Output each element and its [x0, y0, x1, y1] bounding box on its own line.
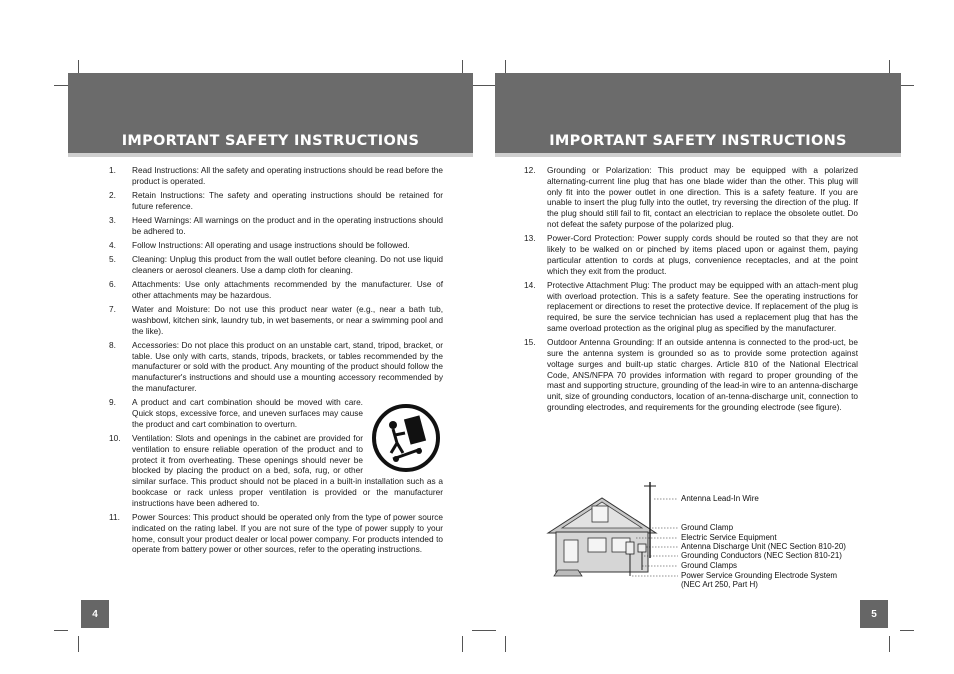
- header-rule: [68, 153, 473, 157]
- item-text: Heed Warnings: All warnings on the product and in the operating instructions should be adhered to.: [132, 214, 443, 236]
- list-item: [109, 397, 443, 429]
- item-number: 5.: [109, 254, 116, 265]
- item-text: Power-Cord Protection: Power supply cords should be routed so that they are not likely to be walked on or pinched by items placed upon or against them, paying particular attention to cords at plugs, convenience receptacles, and at the point which they exit from the product.: [547, 233, 858, 276]
- item-number: 9.: [109, 397, 116, 408]
- right-page-header: [495, 73, 901, 157]
- item-text: Accessories: Do not place this product on an unstable cart, stand, tripod, bracket, or table. Use only with carts, stands, tripods, brackets, or tables recommended by the manufacturer or sold with the product. Any mounting of the product should follow the manufacturer's instructions and should use a mounting accessory recommended by the manufacturer.: [132, 339, 443, 394]
- item-text: Retain Instructions: The safety and operating instructions should be retained for future reference.: [132, 189, 443, 211]
- crop-mark: [889, 636, 890, 652]
- item-text: Read Instructions: All the safety and operating instructions should be read before the product is operated.: [132, 165, 443, 186]
- header-rule: [495, 153, 901, 157]
- item-text: Outdoor Antenna Grounding: If an outside antenna is connected to the prod-uct, be sure the antenna system is grounded so as to provide some protection against voltage surges and built-up static charges. Article 810 of the National Electrical Code, ANS/NFPA 70 provides information with regard to proper grounding of the mast and supporting structure, grounding of the lead-in wire to an antenna-discharge unit, size of grounding conductors, location of an-tenna-discharge unit, connection to grounding electrodes, and requirements for the grounding electrode (see figure).: [547, 337, 858, 412]
- left-page-title: IMPORTANT SAFETY INSTRUCTIONS: [121, 133, 420, 149]
- item-number: 13.: [524, 233, 536, 244]
- item-number: 14.: [524, 279, 536, 290]
- figure-label: Power Service Grounding Electrode System: [681, 571, 838, 580]
- page-number-left: 4: [81, 600, 109, 628]
- crop-mark: [472, 85, 496, 86]
- item-text: Ventilation: Slots and openings in the cabinet are provided for ventilation to ensure reliable operation of the product and to protect it from overheating. These openings should never be blocked by placing the product on a bed, sofa, rug, or other similar surface. This product should not be placed in a built-in installation such as a bookcase or rack unless proper ventilation is provided or the manufacturer instructions have been adhered to.: [132, 433, 443, 508]
- item-number: 15.: [524, 337, 536, 348]
- list-item: [109, 254, 443, 276]
- list-item: [109, 215, 443, 237]
- house-antenna-grounding-figure: [540, 478, 860, 588]
- crop-mark: [54, 630, 68, 631]
- item-number: 6.: [109, 279, 116, 290]
- crop-mark: [900, 85, 914, 86]
- item-number: 7.: [109, 304, 116, 315]
- right-safety-list: [524, 165, 858, 416]
- figure-label: Ground Clamps: [681, 561, 738, 570]
- item-number: 2.: [109, 189, 116, 200]
- crop-mark: [462, 636, 463, 652]
- list-item: [109, 165, 443, 187]
- item-number: 12.: [524, 165, 536, 175]
- item-number: 1.: [109, 165, 116, 175]
- figure-label: Grounding Conductors (NEC Section 810-21): [681, 551, 842, 560]
- list-item: [109, 512, 443, 555]
- list-item: [109, 279, 443, 301]
- item-number: 11.: [109, 512, 120, 523]
- item-text: A product and cart combination should be moved with care. Quick stops, excessive force, and uneven surfaces may cause the product and cart combination to overturn.: [132, 397, 363, 429]
- left-page-header: [68, 73, 473, 157]
- crop-mark: [472, 630, 496, 631]
- item-text: Attachments: Use only attachments recommended by the manufacturer. Use of other attachments may be hazardous.: [132, 279, 443, 300]
- item-number: 10.: [109, 433, 121, 444]
- list-item: [109, 433, 443, 509]
- crop-mark: [900, 630, 914, 631]
- list-item: [524, 337, 858, 413]
- list-item: [109, 240, 443, 251]
- item-text: Grounding or Polarization: This product may be equipped with a polarized alternating-current line plug that has one blade wider than the other. This plug will only fit into the power outlet in one direction. This is a safety feature. If you are unable to insert the plug fully into the outlet, try reversing the direction of the plug. If the plug should still fail to fit, contact an electrician to replace the obsolete outlet. Do not defeat the safety purpose of the polarized plug.: [547, 165, 858, 229]
- figure-label: Antenna Lead-In Wire: [681, 494, 759, 503]
- figure-label: (NEC Art 250, Part H): [681, 580, 758, 589]
- item-number: 8.: [109, 339, 116, 350]
- right-page-title: IMPORTANT SAFETY INSTRUCTIONS: [549, 133, 847, 149]
- list-item: [524, 233, 858, 276]
- figure-label: Ground Clamp: [681, 523, 734, 532]
- item-text: Follow Instructions: All operating and usage instructions should be followed.: [132, 239, 410, 250]
- crop-mark: [78, 636, 79, 652]
- item-text: Protective Attachment Plug: The product may be equipped with an attach-ment plug with overload protection. This is a safety feature. See the operating instructions for replacement or directions to reset the protective device. If replacement of the plug is required, be sure the service technician has used a replacement plug that has the same overload protection as the original plug as specified by the manufacturer.: [547, 279, 858, 333]
- page-number-right: 5: [860, 600, 888, 628]
- left-safety-list: [109, 165, 443, 559]
- item-number: 4.: [109, 239, 116, 250]
- list-item: [109, 190, 443, 212]
- figure-label: Antenna Discharge Unit (NEC Section 810-20): [681, 542, 846, 551]
- list-item: [524, 165, 858, 230]
- item-text: Water and Moisture: Do not use this product near water (e.g., near a bath tub, washbowl, kitchen sink, laundry tub, in wet basements, or near a swimming pool and the like).: [132, 304, 443, 336]
- item-number: 3.: [109, 214, 116, 225]
- item-text: Power Sources: This product should be operated only from the type of power source indicated on the rating label. If you are not sure of the type of power supply to your home, consult your product dealer or local power company. For products intended to operate from battery power or other sources, refer to the operating instructions.: [132, 512, 443, 555]
- crop-mark: [505, 636, 506, 652]
- list-item: [524, 280, 858, 334]
- list-item: [109, 340, 443, 394]
- item-text: Cleaning: Unplug this product from the wall outlet before cleaning. Do not use liquid cleaners or aerosol cleaners. Use a damp cloth for cleaning.: [132, 254, 443, 275]
- figure-label: Electric Service Equipment: [681, 533, 777, 542]
- crop-mark: [54, 85, 68, 86]
- list-item: [109, 304, 443, 336]
